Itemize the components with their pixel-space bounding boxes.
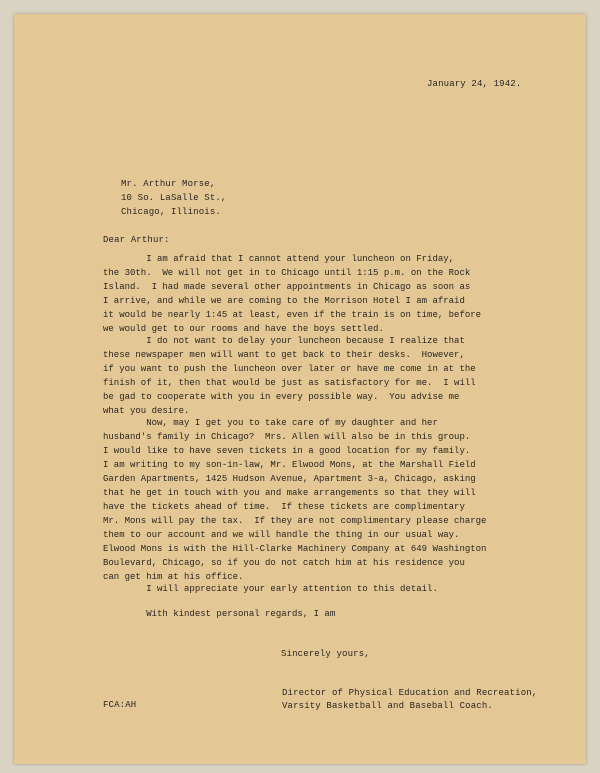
paragraph-line: that he get in touch with you and make arrangements so that they will — [103, 488, 476, 498]
paragraph-line: finish of it, then that would be just as satisfactory for me. I will — [103, 378, 476, 388]
salutation: Dear Arthur: — [103, 235, 170, 245]
paragraph-line: be gad to cooperate with you in every possible way. You advise me — [103, 392, 460, 402]
paragraph-line: these newspaper men will want to get back to their desks. However, — [103, 350, 465, 360]
paragraph-3 — [103, 418, 486, 586]
paragraph-line: Now, may I get you to take care of my daughter and her — [103, 418, 438, 428]
paragraph-line: Island. I had made several other appointments in Chicago as soon as — [103, 282, 471, 292]
paragraph-line: Mr. Mons will pay the tax. If they are not complimentary please charge — [103, 516, 487, 526]
paragraph-line: can get him at his office. — [103, 572, 244, 582]
paragraph-line: I am writing to my son-in-law, Mr. Elwood Mons, at the Marshall Field — [103, 460, 476, 470]
paragraph-2 — [103, 336, 476, 420]
paragraph-line: I would like to have seven tickets in a good location for my family. — [103, 446, 471, 456]
paragraph-line: I will appreciate your early attention to this detail. — [103, 584, 438, 594]
paragraph-line: Garden Apartments, 1425 Hudson Avenue, Apartment 3-a, Chicago, asking — [103, 474, 476, 484]
address-line-1: Mr. Arthur Morse, — [121, 179, 216, 189]
paragraph-line: husband's family in Chicago? Mrs. Allen will also be in this group. — [103, 432, 471, 442]
signature-title-line-2: Varsity Basketball and Baseball Coach. — [282, 701, 493, 711]
paragraph-line: Boulevard, Chicago, so if you do not catch him at his residence you — [103, 558, 465, 568]
signature-title-line-1: Director of Physical Education and Recreation, — [282, 688, 538, 698]
paragraph-line: With kindest personal regards, I am — [103, 609, 336, 619]
paragraph-4 — [103, 584, 438, 598]
address-line-2: 10 So. LaSalle St., — [121, 193, 227, 203]
paragraph-line: it would be nearly 1:45 at least, even if the train is on time, before — [103, 310, 482, 320]
paragraph-5 — [103, 609, 335, 623]
closing: Sincerely yours, — [281, 649, 370, 659]
paragraph-line: I am afraid that I cannot attend your luncheon on Friday, — [103, 254, 455, 264]
address-line-3: Chicago, Illinois. — [121, 207, 221, 217]
typist-initials: FCA:AH — [103, 700, 137, 710]
paragraph-line: Elwood Mons is with the Hill-Clarke Machinery Company at 649 Washington — [103, 544, 487, 554]
paragraph-1 — [103, 254, 481, 338]
paragraph-line: if you want to push the luncheon over later or have me come in at the — [103, 364, 476, 374]
paragraph-line: I do not want to delay your luncheon because I realize that — [103, 336, 465, 346]
paragraph-line: them to our account and we will handle the thing in our usual way. — [103, 530, 460, 540]
paragraph-line: the 30th. We will not get in to Chicago until 1:15 p.m. on the Rock — [103, 268, 471, 278]
paragraph-line: what you desire. — [103, 406, 190, 416]
letter-date: January 24, 1942. — [427, 79, 522, 89]
paragraph-line: we would get to our rooms and have the boys settled. — [103, 324, 384, 334]
paragraph-line: I arrive, and while we are coming to the Morrison Hotel I am afraid — [103, 296, 465, 306]
paragraph-line: have the tickets ahead of time. If these tickets are complimentary — [103, 502, 465, 512]
